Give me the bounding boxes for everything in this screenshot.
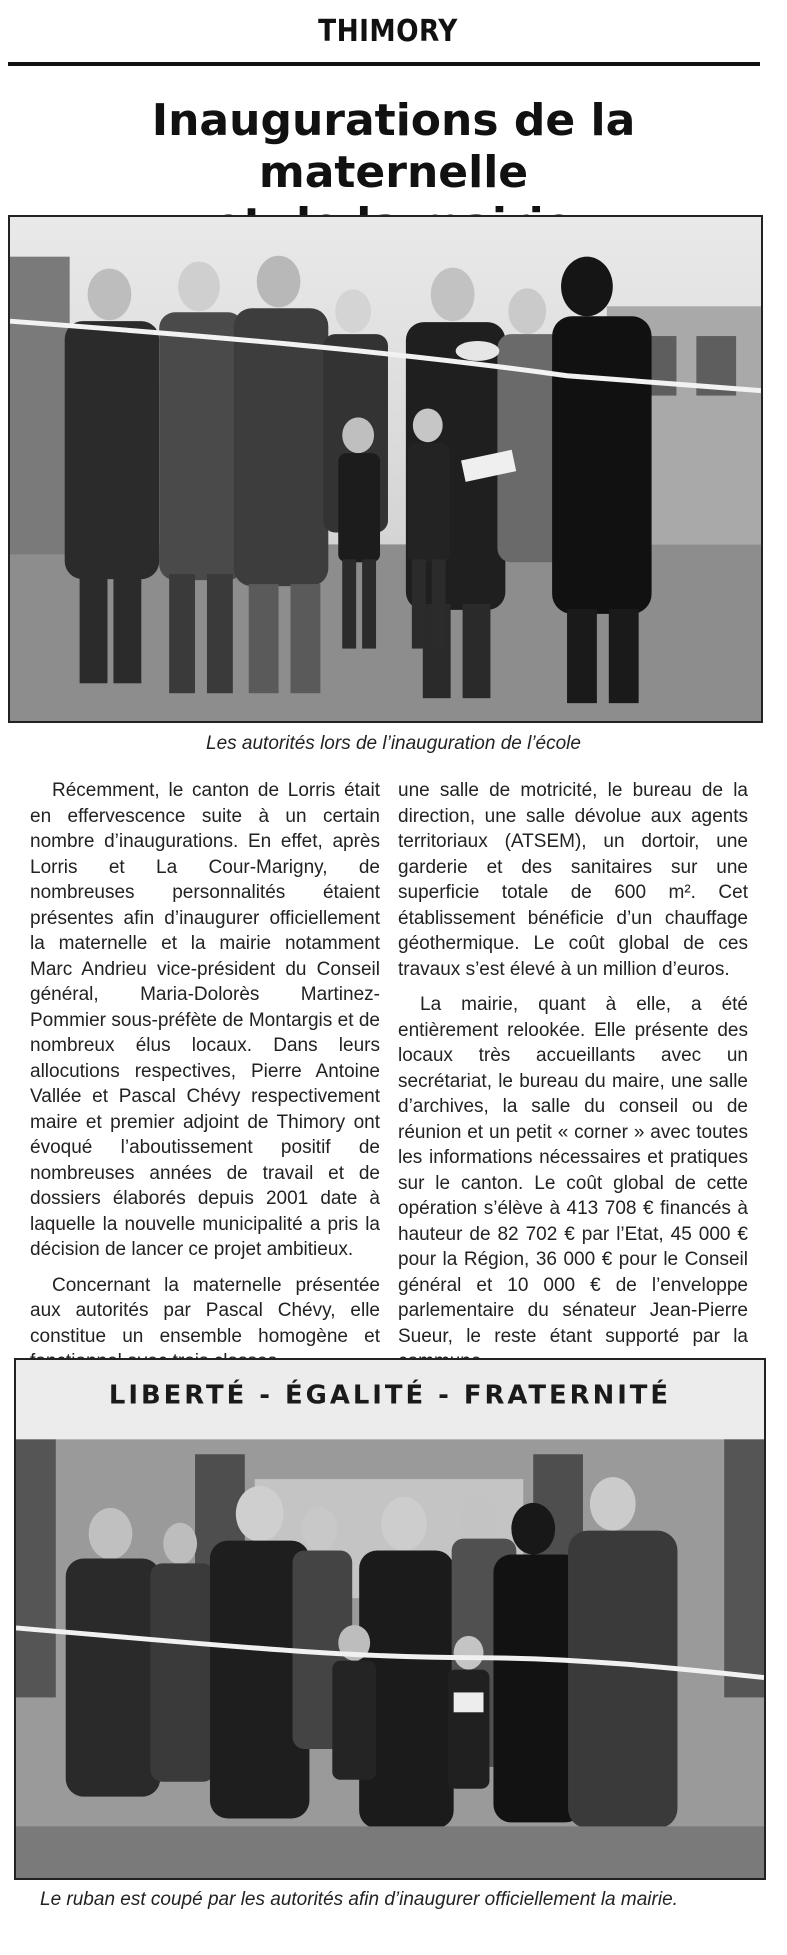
headline-line-1: Inaugurations de la maternelle xyxy=(151,95,636,198)
photo-caption-town-hall: Le ruban est coupé par les autorités afin d’inaugurer officiellement la mairie. xyxy=(40,1889,678,1910)
article-column-1 xyxy=(30,778,380,1375)
school-inauguration-photo xyxy=(8,215,763,723)
school-inauguration-illustration xyxy=(10,217,761,721)
town-hall-inauguration-photo xyxy=(14,1358,766,1880)
photo-caption-school: Les autorités lors de l’inauguration de l’école xyxy=(206,733,581,754)
article-column-2 xyxy=(398,778,748,1375)
paragraph: Récemment, le canton de Lorris était en effervescence suite à un certain nombre d’inaugurations. En effet, après Lorris et La Cour-Marigny, de nombreuses personnalités étaient présentes afin d’inaugurer officiellement la maternelle et la mairie notamment Marc Andrieu vice-président du Conseil général, Maria-Dolorès Martinez-Pommier sous-préfète de Montargis et de nombreux élus locaux. Dans leurs allocutions respectives, Pierre Antoine Vallée et Pascal Chévy respectivement maire et premier adjoint de Thimory ont évoqué l’aboutissement positif de nombreuses années de travail et de dossiers élaborés depuis 2001 date à laquelle la nouvelle municipalité a pris la décision de lancer ce projet ambitieux. xyxy=(30,780,380,1260)
town-hall-inauguration-illustration xyxy=(16,1360,764,1878)
paragraph: une salle de motricité, le bureau de la direction, une salle dévolue aux agents territoriaux (ATSEM), un dortoir, une garderie et des sanitaires sur une superficie totale de 600 m². Cet établissement bénéficie d’un chauffage géothermique. Le coût global de ces travaux s’est élevé à un million d’euros. xyxy=(398,780,748,980)
facade-motto: LIBERTÉ - ÉGALITÉ - FRATERNITÉ xyxy=(108,1380,672,1411)
paragraph: La mairie, quant à elle, a été entièrement relookée. Elle présente des locaux très accueillants avec un secrétariat, le bureau du maire, une salle d’archives, la salle du conseil ou de réunion et un petit « corner » avec toutes les informations nécessaires et pratiques sur le canton. Le coût global de cette opération s’élève à 413 708 € financés à hauteur de 82 702 € par l’Etat, 45 000 € pour la Région, 36 000 € pour le Conseil général et 10 000 € de l’enveloppe parlementaire du sénateur Jean-Pierre Sueur, le reste étant supporté par la xyxy=(398,994,748,1347)
paragraph: Concernant la maternelle présentée aux autorités par Pascal Chévy, elle constitue un ensemble homogène et xyxy=(30,1274,380,1347)
rubric-rule xyxy=(8,62,760,66)
section-rubric: THIMORY xyxy=(318,14,458,49)
